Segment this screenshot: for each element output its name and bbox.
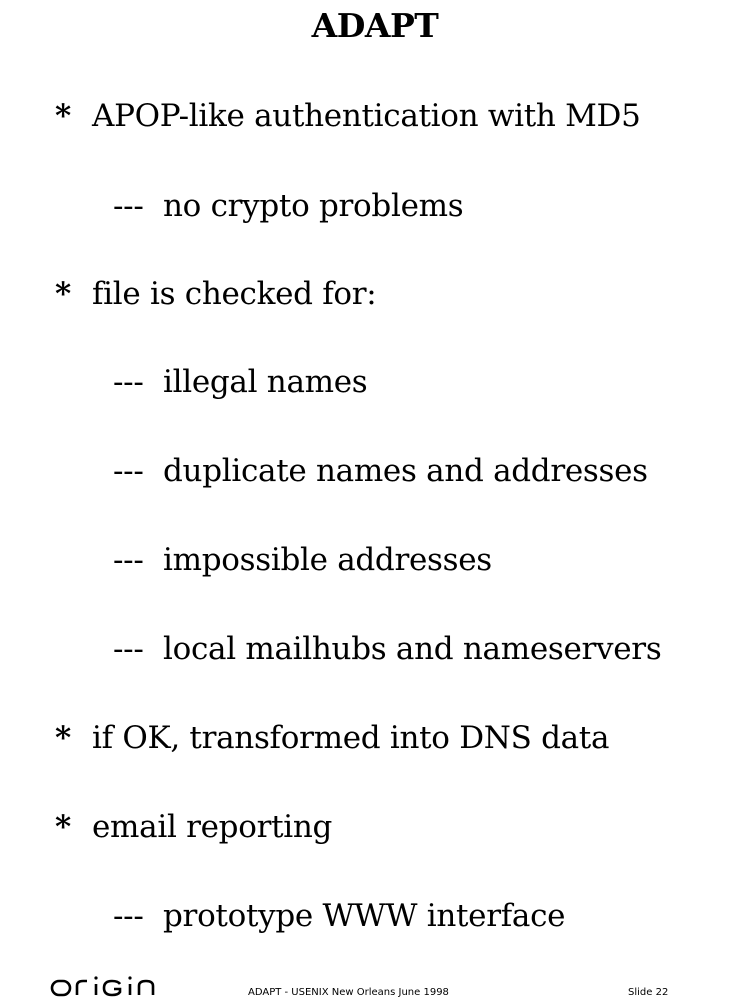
- bullet-text: APOP-like authentication with MD5: [92, 98, 641, 134]
- sub-text: prototype WWW interface: [163, 898, 566, 934]
- slide-number: Slide 22: [628, 987, 669, 998]
- dash-marker: ---: [113, 542, 144, 578]
- bullet-marker: *: [55, 809, 71, 845]
- dash-marker: ---: [113, 364, 144, 400]
- dash-marker: ---: [113, 188, 144, 224]
- sub-text: no crypto problems: [163, 188, 464, 224]
- bullet-text: email reporting: [92, 809, 333, 845]
- bullet-marker: *: [55, 720, 71, 756]
- origin-logo: [50, 975, 168, 1002]
- dash-marker: ---: [113, 453, 144, 489]
- dash-marker: ---: [113, 631, 144, 667]
- dash-marker: ---: [113, 898, 144, 934]
- slide-title: ADAPT: [311, 6, 439, 45]
- sub-text: duplicate names and addresses: [163, 453, 648, 489]
- bullet-marker: *: [55, 98, 71, 134]
- sub-text: illegal names: [163, 364, 368, 400]
- bullet-text: if OK, transformed into DNS data: [92, 720, 610, 756]
- sub-text: impossible addresses: [163, 542, 492, 578]
- bullet-text: file is checked for:: [92, 276, 377, 312]
- footer-caption: ADAPT - USENIX New Orleans June 1998: [248, 987, 449, 998]
- origin-logo-mark: [50, 975, 168, 997]
- sub-text: local mailhubs and nameservers: [163, 631, 662, 667]
- bullet-marker: *: [55, 276, 71, 312]
